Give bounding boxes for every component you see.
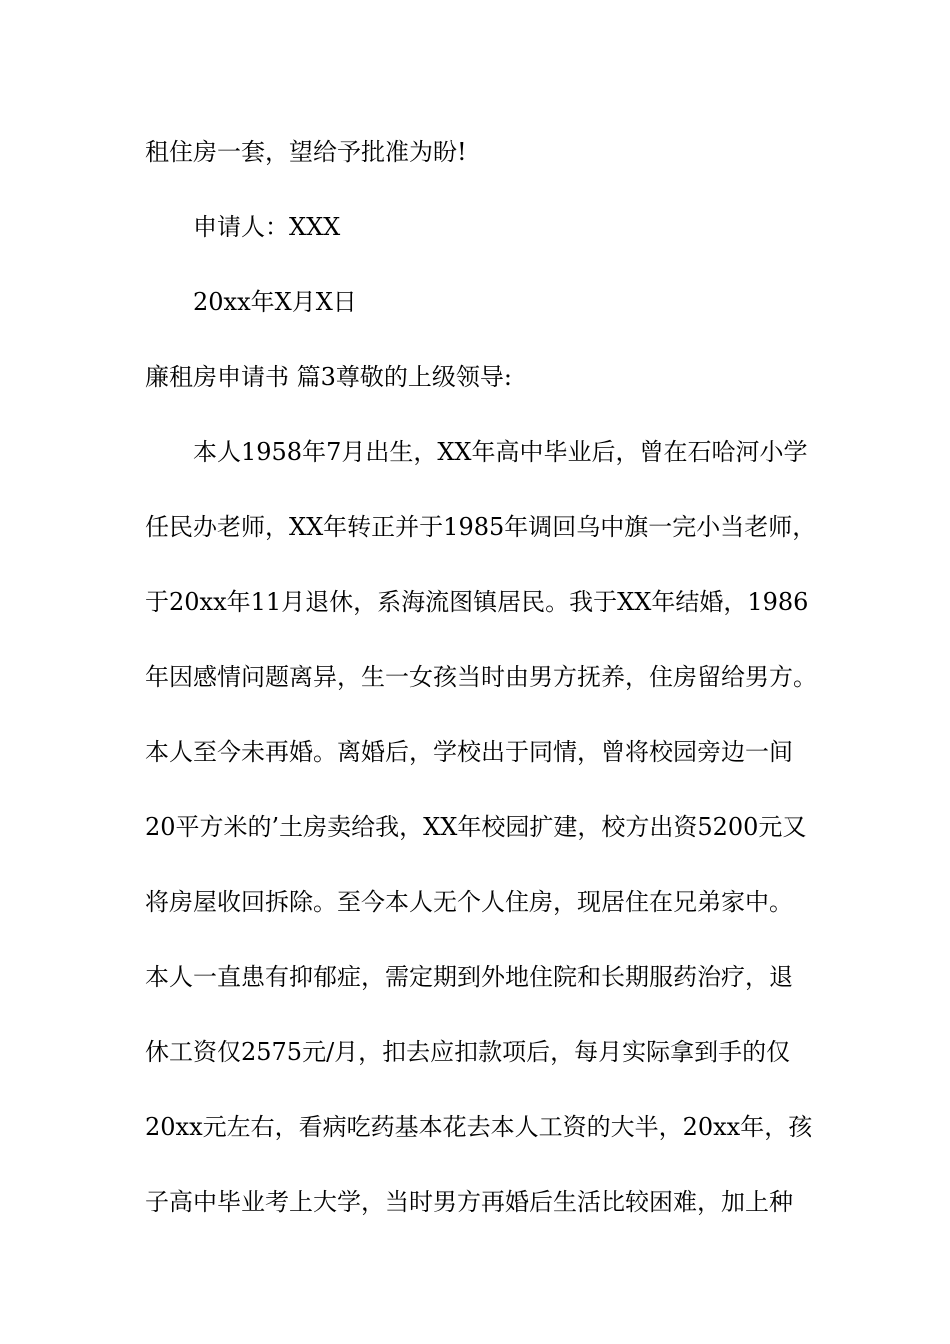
paragraph-line: 本人1958年7月出生，XX年高中毕业后，曾在石哈河小学	[193, 438, 808, 466]
applicant-line: 申请人：XXX	[193, 213, 341, 241]
paragraph-line: 本人至今未再婚。离婚后，学校出于同情，曾将校园旁边一间	[145, 738, 793, 766]
section-heading-salutation: 廉租房申请书 篇3尊敬的上级领导:	[145, 363, 512, 391]
paragraph-line: 将房屋收回拆除。至今本人无个人住房，现居住在兄弟家中。	[145, 888, 793, 916]
paragraph-line: 子高中毕业考上大学，当时男方再婚后生活比较困难，加上种	[145, 1188, 793, 1216]
text-line-closing: 租住房一套，望给予批准为盼!	[145, 138, 467, 166]
paragraph-line: 于20xx年11月退休，系海流图镇居民。我于XX年结婚，1986	[145, 588, 809, 616]
date-line: 20xx年X月X日	[193, 288, 357, 316]
paragraph-line: 休工资仅2575元/月，扣去应扣款项后，每月实际拿到手的仅	[145, 1038, 791, 1066]
paragraph-line: 20平方米的’土房卖给我，XX年校园扩建，校方出资5200元又	[145, 813, 807, 841]
paragraph-line: 任民办老师，XX年转正并于1985年调回乌中旗一完小当老师，	[145, 513, 817, 541]
paragraph-line: 20xx元左右，看病吃药基本花去本人工资的大半，20xx年，孩	[145, 1113, 813, 1141]
paragraph-line: 本人一直患有抑郁症，需定期到外地住院和长期服药治疗，退	[145, 963, 793, 991]
paragraph-line: 年因感情问题离异，生一女孩当时由男方抚养，住房留给男方。	[145, 663, 817, 691]
